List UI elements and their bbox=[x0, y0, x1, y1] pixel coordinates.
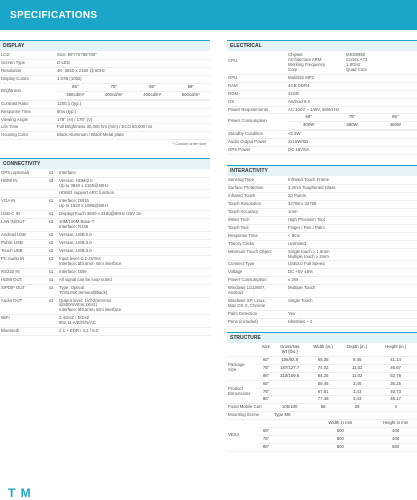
vesa-width: 800 bbox=[306, 436, 374, 444]
vesa-col-width: Width in mm bbox=[306, 420, 374, 428]
cpu-value: 1.8GHz bbox=[346, 61, 361, 67]
brightness-label: Brightness bbox=[0, 83, 56, 100]
brightness-size: 65" bbox=[56, 84, 95, 91]
cart-value: 28 bbox=[340, 404, 374, 412]
connectivity-row bbox=[0, 190, 210, 198]
connectivity-label: RS232 IN bbox=[0, 268, 44, 276]
connectivity-value: Type: Optical TOSLINK terminal(Black) bbox=[58, 284, 210, 297]
interactivity-row bbox=[227, 224, 417, 232]
interactivity-row bbox=[227, 318, 417, 326]
connectivity-row bbox=[0, 247, 210, 255]
interactivity-label: Infrared Touch bbox=[227, 193, 287, 201]
display-header: DISPLAY bbox=[0, 40, 210, 51]
housing-value: Black Aluminum / Black Metal plate bbox=[56, 132, 210, 140]
connectivity-row bbox=[0, 268, 210, 276]
connectivity-qty: x1 bbox=[44, 284, 58, 297]
vesa-col-height: Height in mm bbox=[374, 420, 417, 428]
cpu-value: Cortex A73 bbox=[346, 56, 368, 62]
package-label: Package Size bbox=[227, 356, 259, 380]
interactivity-label: Response Time bbox=[227, 232, 287, 240]
ops-power-value: DC 18V/5A bbox=[287, 147, 417, 155]
interactivity-row bbox=[227, 240, 417, 248]
connectivity-label: Public USB bbox=[0, 240, 44, 248]
rom-value: 32GB bbox=[287, 90, 417, 98]
interactivity-value: Identities – 2 bbox=[287, 318, 417, 326]
vesa-height: 600 bbox=[374, 444, 417, 452]
connectivity-value: Interface: DB9 bbox=[58, 268, 210, 276]
product-width: 59.48 bbox=[306, 380, 340, 388]
os-label: OS bbox=[227, 98, 287, 106]
connectivity-row bbox=[0, 198, 210, 211]
cart-value: 4 bbox=[374, 404, 417, 412]
cpu-value: MSD9950 bbox=[346, 52, 366, 57]
package-width: 84.25 bbox=[306, 372, 340, 380]
interactivity-row bbox=[227, 208, 417, 216]
interactivity-row bbox=[227, 261, 417, 269]
power-req-label: Power Requirements bbox=[227, 106, 287, 114]
response-label: Response Time bbox=[0, 108, 56, 116]
product-label: Product Dimensions bbox=[227, 380, 259, 404]
connectivity-value: Interface bbox=[58, 170, 210, 177]
cpu-line: Core bbox=[288, 66, 298, 72]
connectivity-label: Audio OUT bbox=[0, 297, 44, 315]
lcd-label: LCD bbox=[0, 52, 56, 59]
connectivity-label: VGA IN bbox=[0, 198, 44, 211]
audio-power-label: Audio Output Power bbox=[227, 139, 287, 147]
interactivity-value: Infrared Touch Frame bbox=[287, 177, 417, 184]
screen-label: Screen Type bbox=[0, 59, 56, 67]
connectivity-value: Input level: 0.2-2Vrms Interface: Ø3.5mm mini interface bbox=[58, 255, 210, 268]
brightness-value: 350cd/m² bbox=[56, 91, 95, 99]
cpu-line: Architecture ARM bbox=[288, 56, 322, 62]
page-title: SPECIFICATIONS bbox=[10, 10, 98, 21]
col-gross: Gross/Net Wt (lbs.) bbox=[273, 344, 306, 356]
connectivity-row bbox=[0, 232, 210, 240]
vesa-size: 65" bbox=[259, 428, 273, 436]
audio-power-value: 2x15W/8Ω bbox=[287, 139, 417, 147]
power-value: 460W bbox=[374, 122, 417, 130]
connectivity-value: Version: USB 3.0 bbox=[58, 247, 210, 255]
vesa-size: 75" bbox=[259, 436, 273, 444]
connectivity-value: 10M/100M Base-T Interface: RJ45 bbox=[58, 219, 210, 232]
connectivity-label: HDMI OUT bbox=[0, 276, 44, 284]
interactivity-label: Touch Accuracy bbox=[227, 208, 287, 216]
ops-power-label: OPS Power bbox=[227, 147, 287, 155]
structure-table bbox=[227, 344, 417, 452]
interactivity-row bbox=[227, 177, 417, 184]
interactivity-value: ≤ 2W bbox=[287, 277, 417, 285]
interactivity-value: USB2.0 Full Speed bbox=[287, 261, 417, 269]
life-value: Full Brightness 30,000 hrs (min) / ECO 50,000 hrs bbox=[56, 124, 210, 132]
col-height: Height (in.) bbox=[374, 344, 417, 356]
vesa-label: VESA bbox=[227, 420, 259, 452]
interactivity-label: Palm Detection bbox=[227, 311, 287, 319]
product-height: 40.73 bbox=[374, 388, 417, 396]
interactivity-row bbox=[227, 311, 417, 319]
connectivity-qty: x3 bbox=[44, 177, 58, 190]
interactivity-row bbox=[227, 216, 417, 224]
housing-label: Housing Color bbox=[0, 132, 56, 140]
colors-label: Display Colors bbox=[0, 75, 56, 83]
connectivity-qty bbox=[44, 190, 58, 198]
connectivity-qty: x1 bbox=[44, 170, 58, 177]
product-depth: 3.45 bbox=[340, 380, 374, 388]
connectivity-value: Version: USB 3.0 bbox=[58, 240, 210, 248]
connectivity-row bbox=[0, 276, 210, 284]
connectivity-label: USB-C IN bbox=[0, 211, 44, 219]
package-depth: 11.02 bbox=[340, 364, 374, 372]
connectivity-row bbox=[0, 328, 210, 336]
resolution-label: Resolution bbox=[0, 67, 56, 75]
resolution-value: 4K, 3840 x 2160 @ 60Hz bbox=[56, 67, 210, 75]
product-depth: 3.43 bbox=[340, 396, 374, 404]
cart-label: Fixed Mobile Cart bbox=[227, 404, 273, 412]
interactivity-label: Connect Type bbox=[227, 261, 287, 269]
connectivity-row bbox=[0, 240, 210, 248]
cpu-label: CPU bbox=[227, 52, 287, 74]
interactivity-row bbox=[227, 185, 417, 193]
connectivity-label: PC Audio IN bbox=[0, 255, 44, 268]
connectivity-qty bbox=[44, 315, 58, 328]
vesa-height: 400 bbox=[374, 428, 417, 436]
interactivity-value: Single Touch bbox=[287, 298, 417, 311]
connectivity-qty: x2 bbox=[44, 247, 58, 255]
power-req-value: AC 100V ~ 240V, 50/60 Hz bbox=[287, 106, 417, 114]
interactivity-row bbox=[227, 277, 417, 285]
custom-size-note: * Custom order size bbox=[172, 142, 206, 147]
angle-label: Viewing Angle bbox=[0, 116, 56, 124]
brightness-grid bbox=[56, 84, 210, 100]
col-size: Size bbox=[259, 344, 273, 356]
interactivity-value: Multiple Touch bbox=[287, 285, 417, 298]
product-depth: 3.43 bbox=[340, 388, 374, 396]
connectivity-qty: x2 bbox=[44, 240, 58, 248]
interactivity-table bbox=[227, 177, 417, 327]
interactivity-row bbox=[227, 269, 417, 277]
connectivity-qty: x1 bbox=[44, 297, 58, 315]
interactivity-label: Touch Resolution bbox=[227, 200, 287, 208]
display-table bbox=[0, 52, 210, 140]
life-label: Life Time bbox=[0, 124, 56, 132]
connectivity-label: Touch USB bbox=[0, 247, 44, 255]
connectivity-qty: x2 bbox=[44, 232, 58, 240]
interactivity-row bbox=[227, 285, 417, 298]
brightness-value: 500cd/m² bbox=[172, 91, 211, 99]
interactivity-row bbox=[227, 298, 417, 311]
interactivity-label: Minimum Touch Object bbox=[227, 248, 287, 261]
connectivity-row bbox=[0, 255, 210, 268]
product-size: 65" bbox=[259, 380, 273, 388]
power-value: 380W bbox=[330, 122, 373, 130]
package-height: 52.76 bbox=[374, 372, 417, 380]
interactivity-label: Touch Tool bbox=[227, 224, 287, 232]
interactivity-value: Finger / Pen / Palm bbox=[287, 224, 417, 232]
interactivity-row bbox=[227, 232, 417, 240]
interactivity-header: INTERACTIVITY bbox=[227, 165, 417, 176]
package-size: 86" bbox=[259, 372, 273, 380]
cpu-value: Quad Core bbox=[346, 66, 368, 72]
connectivity-row bbox=[0, 177, 210, 190]
interactivity-label: Pens (included) bbox=[227, 318, 287, 326]
connectivity-value: Output level: 1Vl>20mVrms @500mVrms,1KHz) Interface: Ø3.5mm mini interface bbox=[58, 297, 210, 315]
interactivity-value: 3.2mm Toughened Glass bbox=[287, 185, 417, 193]
mounting-value: Type M8 bbox=[273, 412, 417, 420]
interactivity-label: Windows 11/10/8/7, Android bbox=[227, 285, 287, 298]
vesa-width: 600 bbox=[306, 428, 374, 436]
standby-label: Standby Condition bbox=[227, 131, 287, 139]
connectivity-value: HDMI2 support ARC function bbox=[58, 190, 210, 198]
electrical-table bbox=[227, 52, 417, 155]
connectivity-row bbox=[0, 284, 210, 297]
package-depth: 9.45 bbox=[340, 356, 374, 364]
gpu-label: GPU bbox=[227, 74, 287, 82]
interactivity-label: Power Consumption bbox=[227, 277, 287, 285]
col-width: Width (in.) bbox=[306, 344, 340, 356]
package-height: 45.67 bbox=[374, 364, 417, 372]
connectivity-label: OPS (optional) bbox=[0, 170, 44, 177]
lcd-value: Size: 65"/75"/86"/98" bbox=[56, 52, 210, 59]
brightness-size: 98" bbox=[172, 84, 211, 91]
left-column bbox=[0, 30, 210, 336]
connectivity-qty: x1 bbox=[44, 255, 58, 268]
package-width: 74.02 bbox=[306, 364, 340, 372]
connectivity-qty: x1 bbox=[44, 268, 58, 276]
response-value: 8ms (typ.) bbox=[56, 108, 210, 116]
title-bar bbox=[0, 0, 417, 30]
connectivity-value: All signal can be loop-outed bbox=[58, 276, 210, 284]
interactivity-label: Theory Clicks bbox=[227, 240, 287, 248]
interactivity-value: DC +5V ±5% bbox=[287, 269, 417, 277]
connectivity-row bbox=[0, 315, 210, 328]
connectivity-label bbox=[0, 190, 44, 198]
brightness-size: 75" bbox=[95, 84, 134, 91]
interactivity-value: < 8ms bbox=[287, 232, 417, 240]
connectivity-qty: x1 bbox=[44, 211, 58, 219]
interactivity-value: 20 Points bbox=[287, 193, 417, 201]
package-width: 65.35 bbox=[306, 356, 340, 364]
interactivity-label: Writer Tech bbox=[227, 216, 287, 224]
interactivity-value: 1mm bbox=[287, 208, 417, 216]
product-height: 46.17 bbox=[374, 396, 417, 404]
package-height: 41.14 bbox=[374, 356, 417, 364]
connectivity-label: HDMI IN bbox=[0, 177, 44, 190]
interactivity-label: Voltage bbox=[227, 269, 287, 277]
cart-value: 105/100 bbox=[273, 404, 306, 412]
connectivity-value: 2.1 + EDR / 4.2 / 5.0 bbox=[58, 328, 210, 336]
interactivity-row bbox=[227, 193, 417, 201]
connectivity-label: S/PDIF OUT bbox=[0, 284, 44, 297]
interactivity-label: Sensing Type bbox=[227, 177, 287, 184]
connectivity-label: WiFi bbox=[0, 315, 44, 328]
power-cons-grid bbox=[287, 114, 417, 130]
power-value: 300W bbox=[287, 122, 330, 130]
vesa-size: 86" bbox=[259, 444, 273, 452]
contrast-label: Contrast Ratio bbox=[0, 100, 56, 108]
vesa-width: 800 bbox=[306, 444, 374, 452]
brightness-value: 400cd/m² bbox=[133, 91, 172, 99]
connectivity-row bbox=[0, 297, 210, 315]
electrical-header: ELECTRICAL bbox=[227, 40, 417, 51]
connectivity-value: 2.4GHZ / 5GHZ 802.11 A/B/G/N/AC bbox=[58, 315, 210, 328]
standby-value: <0.5W bbox=[287, 131, 417, 139]
interactivity-label: Windows XP, Linux, Mac OS X, Chrome bbox=[227, 298, 287, 311]
power-size: 65" bbox=[287, 114, 330, 121]
cpu-line: Working Frequency bbox=[288, 61, 326, 67]
ram-value: 4GB DDR4 bbox=[287, 82, 417, 90]
connectivity-header: CONNECTIVITY bbox=[0, 158, 210, 169]
package-size: 65" bbox=[259, 356, 273, 364]
connectivity-row bbox=[0, 219, 210, 232]
brightness-size: 86" bbox=[133, 84, 172, 91]
connectivity-label: Bluetooth bbox=[0, 328, 44, 336]
package-depth: 11.02 bbox=[340, 372, 374, 380]
interactivity-value: Yes bbox=[287, 311, 417, 319]
connectivity-value: Display/Touch 3840 x 2160@60Hz /20V 3A bbox=[58, 211, 210, 219]
connectivity-table bbox=[0, 170, 210, 337]
cart-value: 68 bbox=[306, 404, 340, 412]
rom-label: ROM bbox=[227, 90, 287, 98]
screen-value: D-LED bbox=[56, 59, 210, 67]
connectivity-value: Interface: DB15 Up to 1920 x 1080@60Hz bbox=[58, 198, 210, 211]
interactivity-value: High Precision Tool bbox=[287, 216, 417, 224]
connectivity-value: Version: USB 2.0 bbox=[58, 232, 210, 240]
power-cons-label: Power Consumption bbox=[227, 114, 287, 131]
brightness-value: 400cd/m² bbox=[95, 91, 134, 99]
product-width: 77.48 bbox=[306, 396, 340, 404]
package-gross: 187/127.7 bbox=[273, 364, 306, 372]
connectivity-row bbox=[0, 170, 210, 177]
package-size: 75" bbox=[259, 364, 273, 372]
cpu-line: Chipset bbox=[288, 52, 303, 57]
product-height: 36.25 bbox=[374, 380, 417, 388]
interactivity-row bbox=[227, 200, 417, 208]
connectivity-label: LAN IN/OUT bbox=[0, 219, 44, 232]
ram-label: RAM bbox=[227, 82, 287, 90]
interactivity-value: Unlimited bbox=[287, 240, 417, 248]
col-depth: Depth (in.) bbox=[340, 344, 374, 356]
interactivity-value: 32768 x 32768 bbox=[287, 200, 417, 208]
connectivity-qty: x1 bbox=[44, 276, 58, 284]
connectivity-qty: x2 bbox=[44, 219, 58, 232]
structure-header: STRUCTURE bbox=[227, 332, 417, 343]
product-size: 75" bbox=[259, 388, 273, 396]
os-value: Android 9.0 bbox=[287, 98, 417, 106]
mounting-label: Mounting Screw bbox=[227, 412, 273, 420]
product-size: 86" bbox=[259, 396, 273, 404]
footer-logo: T M bbox=[8, 487, 32, 500]
colors-value: 1.07B (10bit) bbox=[56, 75, 210, 83]
power-size: 86" bbox=[374, 114, 417, 121]
right-column bbox=[227, 30, 417, 452]
angle-value: 178° (H) / 178° (V) bbox=[56, 116, 210, 124]
connectivity-qty: x1 bbox=[44, 198, 58, 211]
power-size: 75" bbox=[330, 114, 373, 121]
interactivity-row bbox=[227, 248, 417, 261]
connectivity-value: Version: HDMI2.0 Up to 3840 x 2160@60Hz bbox=[58, 177, 210, 190]
interactivity-label: Surface Protection bbox=[227, 185, 287, 193]
connectivity-label: Android USB bbox=[0, 232, 44, 240]
package-gross: 156/92.8 bbox=[273, 356, 306, 364]
gpu-value: MaliG52 MP2 bbox=[287, 74, 417, 82]
connectivity-row bbox=[0, 211, 210, 219]
package-gross: 218/169.6 bbox=[273, 372, 306, 380]
contrast-value: 1200:1 (typ.) bbox=[56, 100, 210, 108]
interactivity-value: Single touch ≥ 1.6mm Multiple touch ≥ 2mm bbox=[287, 248, 417, 261]
connectivity-qty bbox=[44, 328, 58, 336]
vesa-height: 400 bbox=[374, 436, 417, 444]
product-width: 67.81 bbox=[306, 388, 340, 396]
